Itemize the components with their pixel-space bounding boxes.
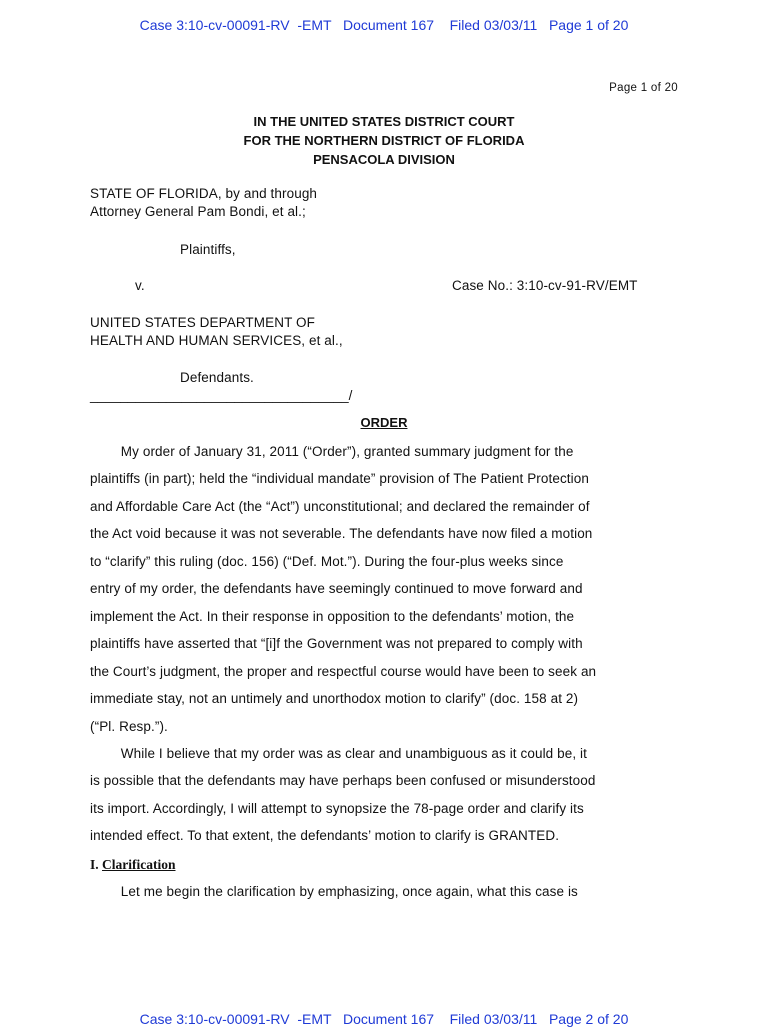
paragraph-line: My order of January 31, 2011 (“Order”), granted summary judgment for the xyxy=(90,444,574,459)
court-caption xyxy=(0,112,768,169)
caption-line-court: IN THE UNITED STATES DISTRICT COURT xyxy=(253,114,515,129)
paragraph-line: entry of my order, the defendants have seemingly continued to move forward and xyxy=(90,581,583,597)
defendant-name-continued: HEALTH AND HUMAN SERVICES, et al., xyxy=(90,333,343,348)
section-title: Clarification xyxy=(102,857,176,872)
paragraph-line: the Court’s judgment, the proper and respectful course would have been to seek an xyxy=(90,663,597,679)
paragraph-line: Let me begin the clarification by emphasizing, once again, what this case is xyxy=(90,884,578,899)
paragraph-line: immediate stay, not an untimely and unorthodox motion to clarify” (doc. 158 at 2) xyxy=(90,691,579,707)
caption-signature-rule: __________________________________/ xyxy=(90,388,353,403)
paragraph-line: implement the Act. In their response in opposition to the defendants’ motion, the xyxy=(90,608,575,624)
page-number: Page 1 of 20 xyxy=(609,82,678,94)
case-number: Case No.: 3:10-cv-91-RV/EMT xyxy=(452,278,638,293)
section-number: I. xyxy=(90,857,99,872)
caption-line-district: FOR THE NORTHERN DISTRICT OF FLORIDA xyxy=(243,133,525,148)
plaintiff-representative: Attorney General Pam Bondi, et al.; xyxy=(90,204,306,219)
ecf-filing-header: Case 3:10-cv-00091-RV -EMT Document 167 Filed 03/03/11 Page 1 of 20 xyxy=(139,17,629,33)
paragraph-2 xyxy=(90,740,678,850)
plaintiffs-label: Plaintiffs, xyxy=(180,242,236,257)
paragraph-line: is possible that the defendants may have perhaps been confused or misunderstood xyxy=(90,773,596,789)
paragraph-line: (“Pl. Resp.”). xyxy=(90,718,168,734)
paragraph-line: and Affordable Care Act (the “Act”) unconstitutional; and declared the remainder of xyxy=(90,498,590,514)
paragraph-line: its import. Accordingly, I will attempt to synopsize the 78-page order and clarify its xyxy=(90,800,584,816)
paragraph-line: While I believe that my order was as clear and unambiguous as it could be, it xyxy=(90,746,587,761)
ecf-filing-footer: Case 3:10-cv-00091-RV -EMT Document 167 Filed 03/03/11 Page 2 of 20 xyxy=(139,1011,629,1027)
paragraph-3 xyxy=(90,878,678,905)
paragraph-line: the Act void because it was not severable. The defendants have now filed a motion xyxy=(90,526,593,542)
defendants-label: Defendants. xyxy=(180,370,254,385)
plaintiff-name: STATE OF FLORIDA, by and through xyxy=(90,186,318,201)
paragraph-line: plaintiffs (in part); held the “individual mandate” provision of The Patient Protection xyxy=(90,471,589,487)
defendant-name: UNITED STATES DEPARTMENT OF xyxy=(90,315,315,330)
caption-line-division: PENSACOLA DIVISION xyxy=(313,152,455,167)
order-title: ORDER xyxy=(360,415,408,430)
paragraph-line: intended effect. To that extent, the defendants’ motion to clarify is GRANTED. xyxy=(90,828,560,844)
paragraph-line: plaintiffs have asserted that “[i]f the Government was not prepared to comply with xyxy=(90,636,583,652)
versus-label: v. xyxy=(135,278,145,293)
paragraph-line: to “clarify” this ruling (doc. 156) (“Def. Mot.”). During the four-plus weeks since xyxy=(90,553,564,569)
section-heading xyxy=(90,857,176,873)
paragraph-1 xyxy=(90,438,678,740)
